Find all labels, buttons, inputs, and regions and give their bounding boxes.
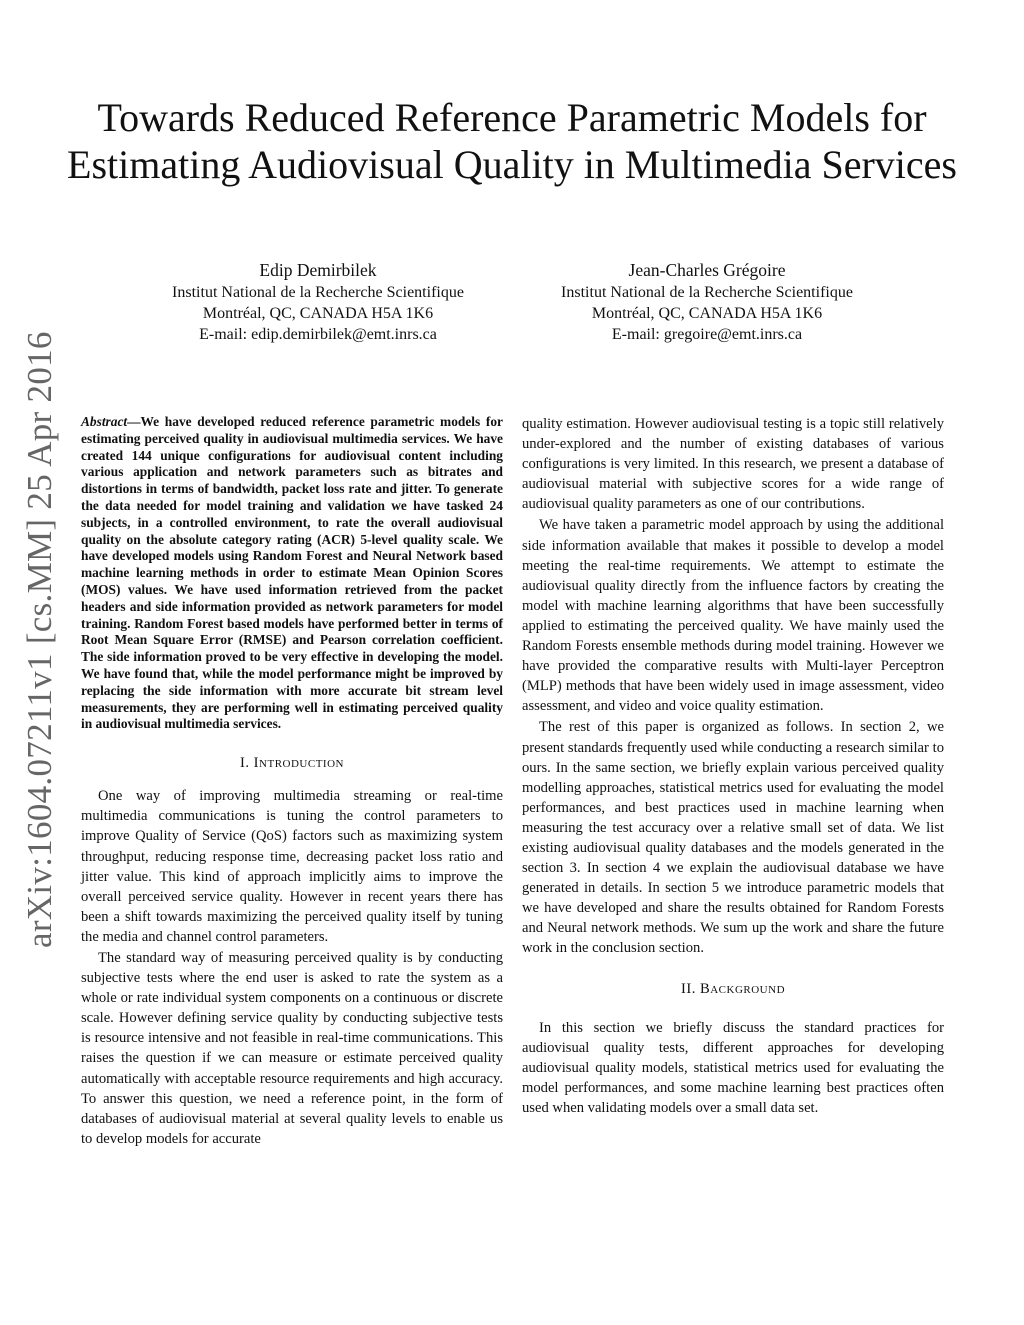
- paragraph: One way of improving multimedia streaming or real-time multimedia communications is tuning the control parameters to improve Quality of Service (QoS) factors such as maximizing system throughput, reducing response time, decreasing packet loss ratio and jitter value. This kind of approach implicitly aims to improve the overall perceived service quality. However in recent years there has been a shift towards maximizing the perceived quality itself by tuning the media and channel control parameters.: [81, 788, 503, 945]
- paragraph: The rest of this paper is organized as follows. In section 2, we present standards frequently used while conducting a research similar to ours. In the same section, we briefly explain various perceived quality modelling approaches, statistical metrics used for evaluating the model performances, and best practices used in machine learning when measuring the test accuracy over a relative small set of data. We list existing audiovisual quality databases and the models generated in the section 3. In section 4 we explain the audiovisual database we have generated in details. In section 5 we introduce parametric models that we have developed and share the results obtained for Random Forests and Neural network methods. We sum up the work and share the future work in the conclusion section.: [522, 719, 944, 957]
- abstract-text: We have developed reduced reference parametric models for estimating perceived quality in audiovisual multimedia services. We have created 144 unique configurations for audiovisual content including various application and network parameters such as bitrates and distortions in terms of bandwidth, packet loss rate and jitter. To generate the data needed for model training and validation we have tasked 24 subjects, in a controlled environment, to rate the overall audiovisual quality on the absolute category rating (ACR) 5-level quality scale. We have developed models using Random Forest and Neural Network based machine learning methods in order to estimate Mean Opinion Scores (MOS) values. We have used information retrieved from the packet headers and side information provided as network parameters for model training. Random Forest based models have performed better in terms of Root Mean Square Error (RMSE) and Pearson correlation coefficient. The side information proved to be very effective in developing the model. We have found that, while the model performance might be improved by replacing the side information with more accurate bit stream level measurements, they are performing well in estimating perceived quality in audiovisual multimedia services.: [81, 414, 503, 732]
- section-heading-introduction: I. INTRODUCTION: [240, 755, 344, 772]
- paragraph: In this section we briefly discuss the standard practices for audiovisual quality tests, different approaches for developing audiovisual quality models, statistical metrics used for evaluating the model performances, and some machine learning best practices often used when validating models over a small data set.: [522, 1019, 944, 1116]
- abstract-label: Abstract: [81, 414, 128, 429]
- paragraph: We have taken a parametric model approach by using the additional side information available that makes it possible to develop a model meeting the real-time requirements. We attempt to estimate the audiovisual quality directly from the influence factors by creating the model with machine learning algorithms that have been successfully applied to estimating the perceived quality. We have mainly used the Random Forests ensemble methods during model training. However we have provided the comparative results with Multi-layer Perceptron (MLP) methods that have been widely used in image assessment, video assessment, and video and voice quality estimation.: [522, 517, 944, 715]
- section-heading-background: II. BACKGROUND: [680, 980, 786, 997]
- author-address: Montréal, QC, CANADA H5A 1K6: [591, 305, 823, 322]
- author-block-2: [517, 260, 897, 345]
- arxiv-identifier-stamp: arXiv:1604.07211v1 [cs.MM] 25 Apr 2016: [20, 331, 59, 948]
- author-affiliation: Institut National de la Recherche Scientifique: [561, 284, 853, 301]
- author-affiliation: Institut National de la Recherche Scientifique: [172, 284, 464, 301]
- abstract-dash: —: [127, 414, 141, 429]
- author-email: E-mail: edip.demirbilek@emt.inrs.ca: [199, 326, 437, 343]
- author-address: Montréal, QC, CANADA H5A 1K6: [202, 305, 434, 322]
- author-email: E-mail: gregoire@emt.inrs.ca: [611, 326, 803, 343]
- paragraph: The standard way of measuring perceived quality is by conducting subjective tests where the end user is asked to rate the system as a whole or rate individual system components on a continuous or discrete scale. However defining service quality by conducting subjective tests is resource intensive and not feasible in real-time communications. This raises the question if we can measure or estimate perceived quality automatically with acceptable resource requirements and high accuracy. To answer this question, we need a reference point, in the form of databases of audiovisual material at several quality levels to enable us to develop models for accurate: [81, 949, 503, 1147]
- paragraph-continued: quality estimation. However audiovisual testing is a topic still relatively under-explored and the number of existing databases of various configurations is very limited. In this research, we present a database of audiovisual material with subjective scores for a wide range of audiovisual quality parameters as one of our contributions.: [522, 416, 944, 513]
- author-block-1: [128, 260, 508, 345]
- author-name: Jean-Charles Grégoire: [628, 260, 786, 280]
- right-column: [522, 414, 944, 1118]
- paper-title: Towards Reduced Reference Parametric Models for Estimating Audiovisual Quality in Multimedia Services: [67, 95, 957, 187]
- left-column: [81, 414, 503, 1149]
- author-name: Edip Demirbilek: [259, 260, 377, 280]
- abstract: [81, 414, 503, 733]
